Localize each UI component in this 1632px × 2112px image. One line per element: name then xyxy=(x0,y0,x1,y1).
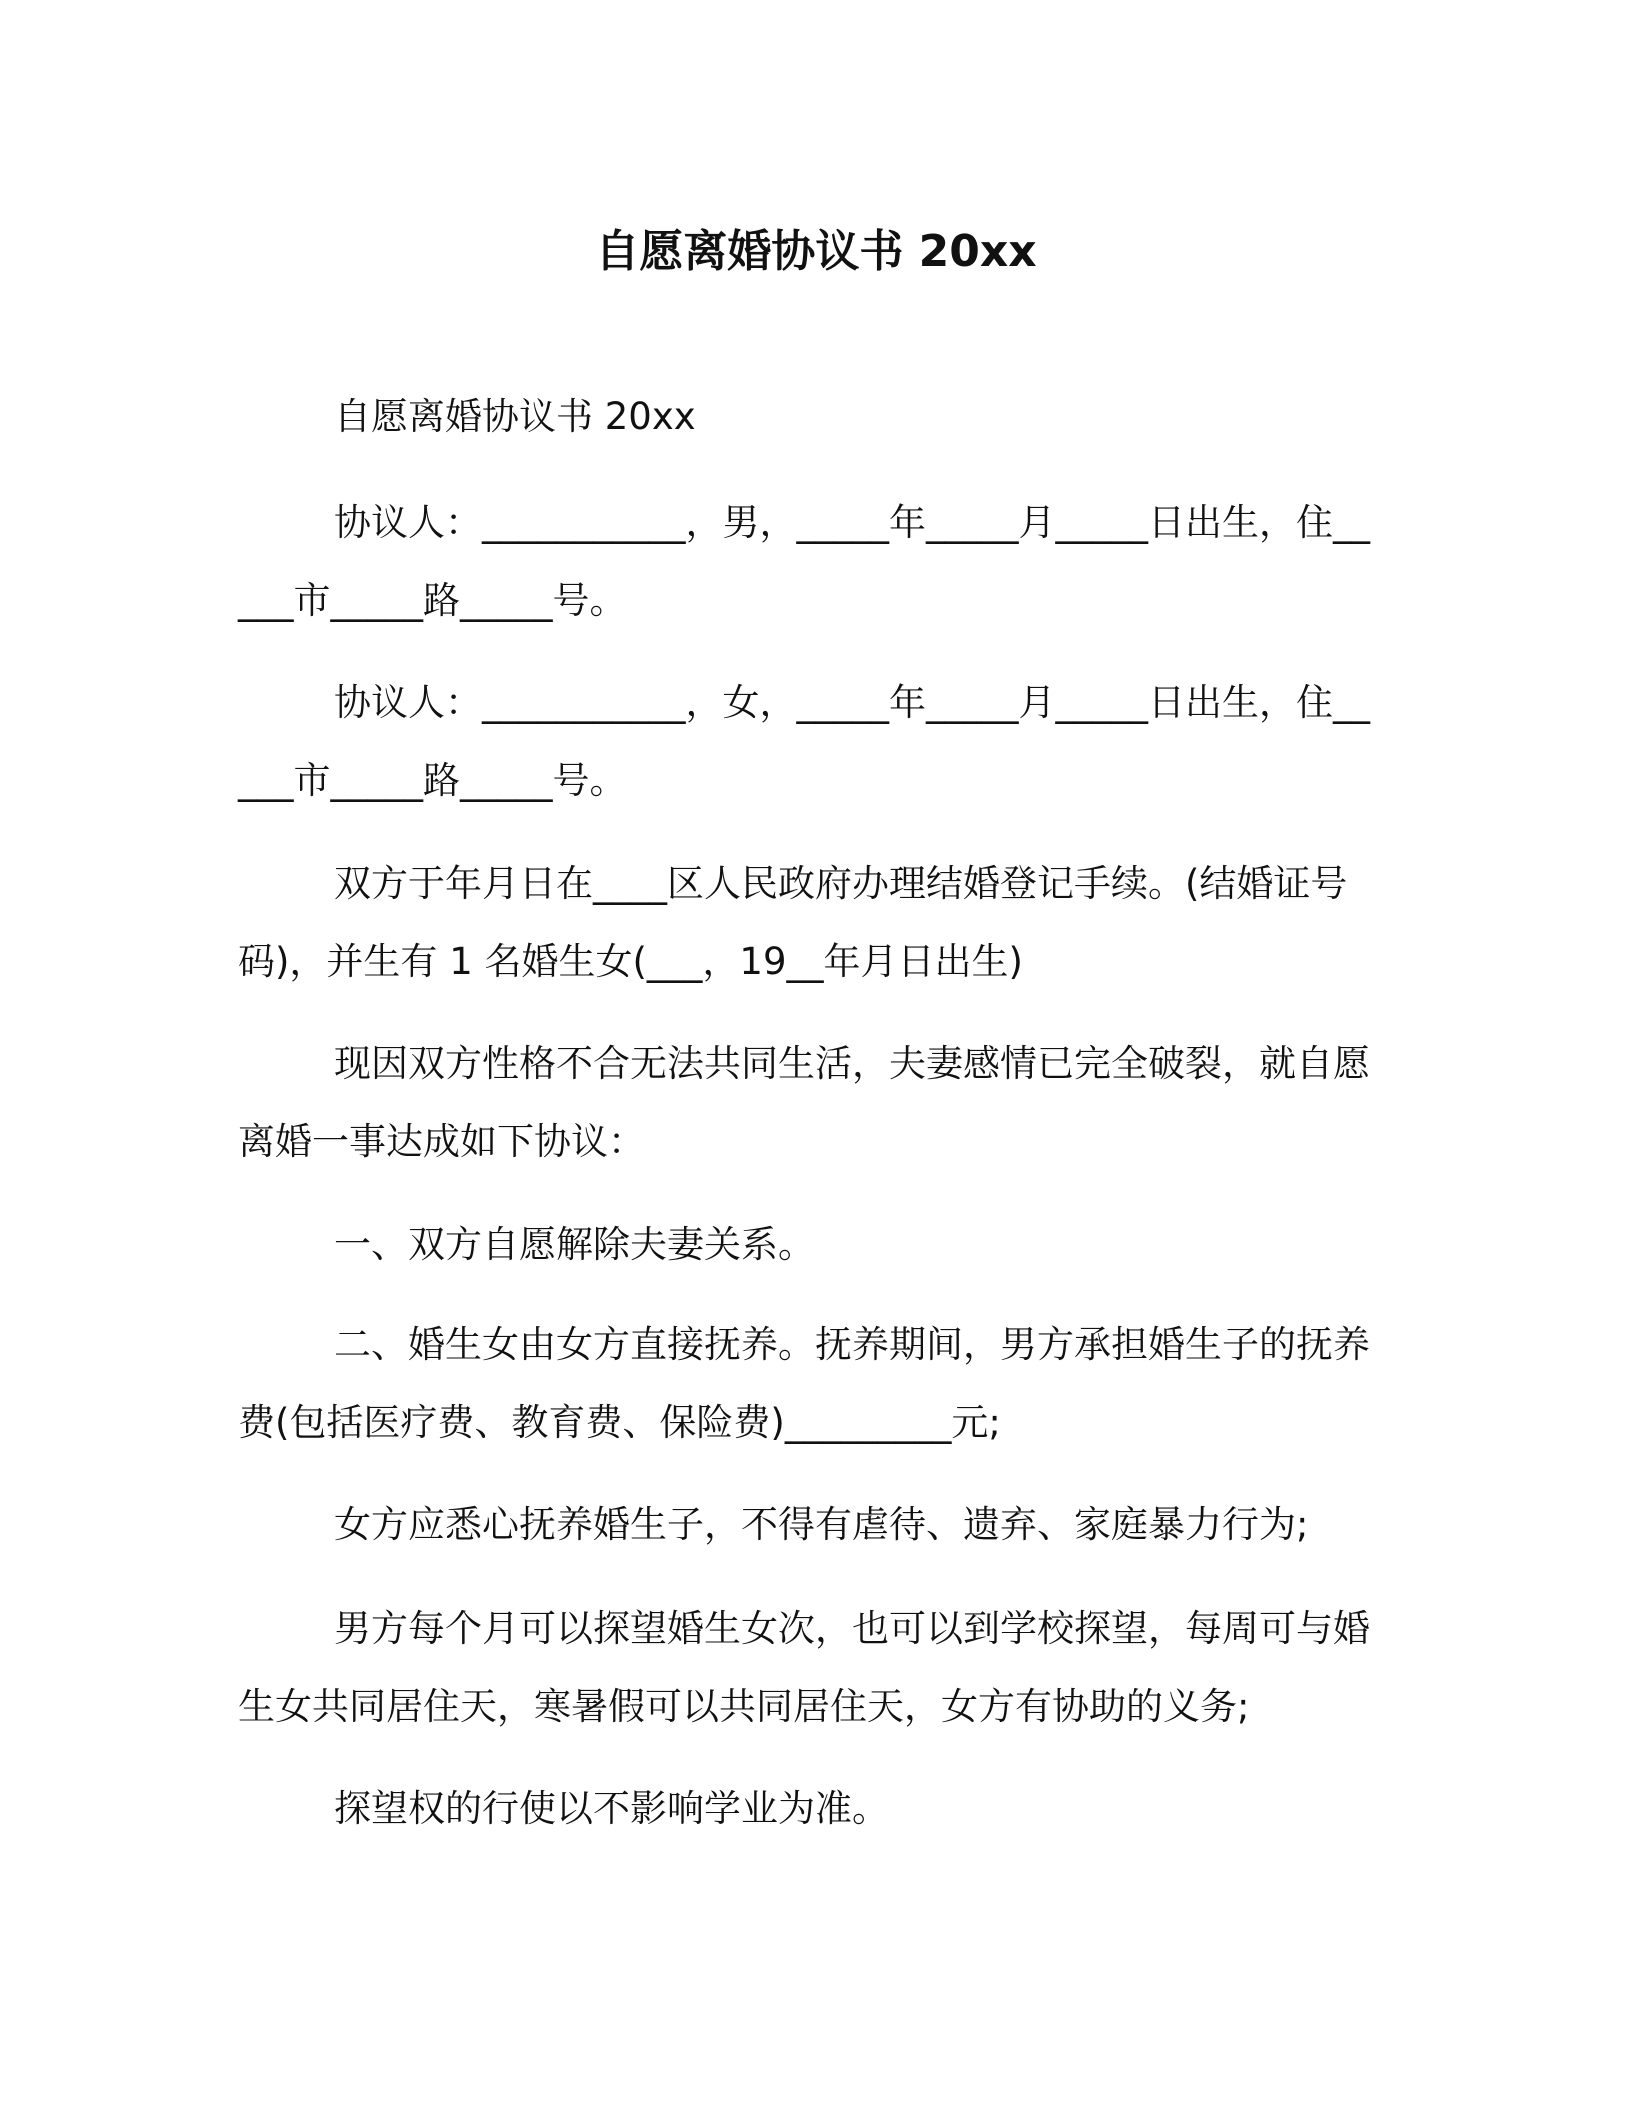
paragraph-reason: 现因双方性格不合无法共同生活，夫妻感情已完全破裂，就自愿离婚一事达成如下协议： xyxy=(238,1042,1370,1163)
paragraph-clause-1: 一、双方自愿解除夫妻关系。 xyxy=(334,1223,815,1266)
paragraph-custody-duty: 女方应悉心抚养婚生子，不得有虐待、遗弃、家庭暴力行为; xyxy=(334,1503,1309,1546)
paragraph-visitation: 男方每个月可以探望婚生女次，也可以到学校探望，每周可与婚生女共同居住天，寒暑假可以共同居住天，女方有协助的义务; xyxy=(238,1607,1370,1728)
paragraph-visitation-condition: 探望权的行使以不影响学业为准。 xyxy=(334,1787,889,1830)
paragraph-party-female: 协议人：___________，女，_____年_____月_____日出生，住_____市_____路_____号。 xyxy=(238,681,1370,802)
paragraph-marriage-registration: 双方于年月日在____区人民政府办理结婚登记手续。(结婚证号码)，并生有 1 名婚生女(___，19__年月日出生) xyxy=(238,862,1348,983)
paragraph-clause-2: 二、婚生女由女方直接抚养。抚养期间，男方承担婚生子的抚养费(包括医疗费、教育费、保险费)_________元; xyxy=(238,1323,1370,1444)
paragraph-party-male: 协议人：___________，男，_____年_____月_____日出生，住_____市_____路_____号。 xyxy=(238,501,1370,622)
paragraph-heading: 自愿离婚协议书 20xx xyxy=(334,395,696,438)
document-title: 自愿离婚协议书 20xx xyxy=(595,226,1037,277)
